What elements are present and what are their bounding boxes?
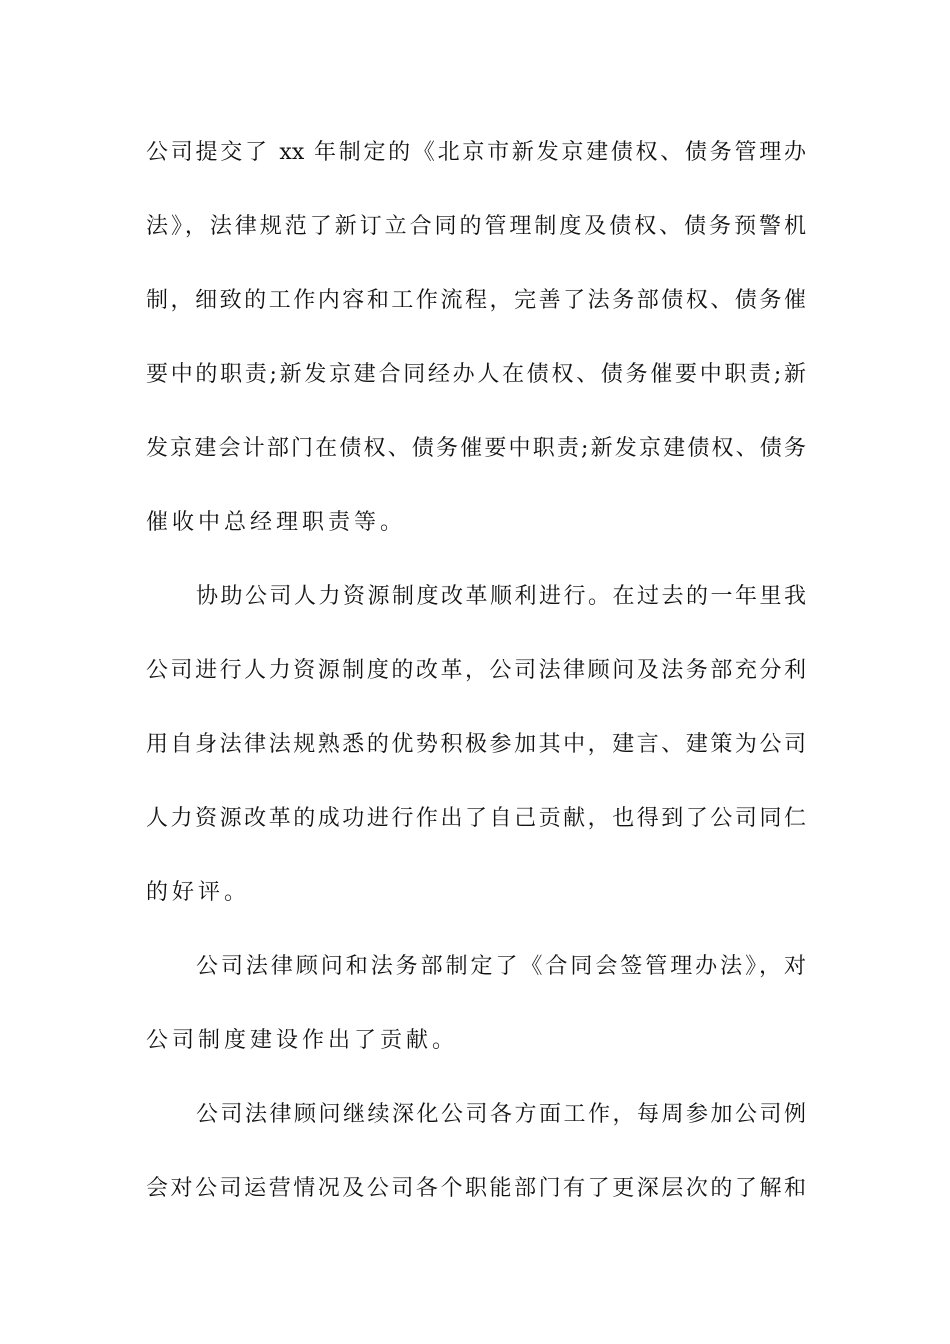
paragraph-line: 催收中总经理职责等。	[146, 510, 407, 535]
paragraph-line: 发京建会计部门在债权、债务催要中职责;新发京建债权、债务	[146, 436, 806, 461]
paragraph-line: 制，细致的工作内容和工作流程，完善了法务部债权、债务催	[146, 288, 806, 313]
paragraph-4	[146, 1096, 806, 1207]
paragraph-line: 公司法律顾问继续深化公司各方面工作，每周参加公司例	[196, 1102, 806, 1127]
paragraph-line: 协助公司人力资源制度改革顺利进行。在过去的一年里我	[196, 584, 806, 609]
paragraph-2	[146, 578, 806, 948]
paragraph-line: 公司制度建设作出了贡献。	[146, 1028, 459, 1053]
paragraph-line: 要中的职责;新发京建合同经办人在债权、债务催要中职责;新	[146, 362, 806, 387]
paragraph-line: 用自身法律法规熟悉的优势积极参加其中，建言、建策为公司	[146, 732, 806, 757]
paragraph-line: 会对公司运营情况及公司各个职能部门有了更深层次的了解和	[146, 1176, 806, 1201]
paragraph-line: 法》，法律规范了新订立合同的管理制度及债权、债务预警机	[146, 214, 806, 239]
paragraph-line: 公司提交了 xx 年制定的《北京市新发京建债权、债务管理办	[146, 140, 806, 165]
paragraph-line: 的好评。	[146, 880, 251, 905]
paragraph-line: 公司法律顾问和法务部制定了《合同会签管理办法》，对	[196, 954, 806, 979]
paragraph-line: 公司进行人力资源制度的改革，公司法律顾问及法务部充分利	[146, 658, 806, 683]
paragraph-1	[146, 134, 806, 578]
document-body	[146, 134, 806, 1207]
paragraph-3	[146, 948, 806, 1096]
paragraph-line: 人力资源改革的成功进行作出了自己贡献，也得到了公司同仁	[146, 806, 806, 831]
